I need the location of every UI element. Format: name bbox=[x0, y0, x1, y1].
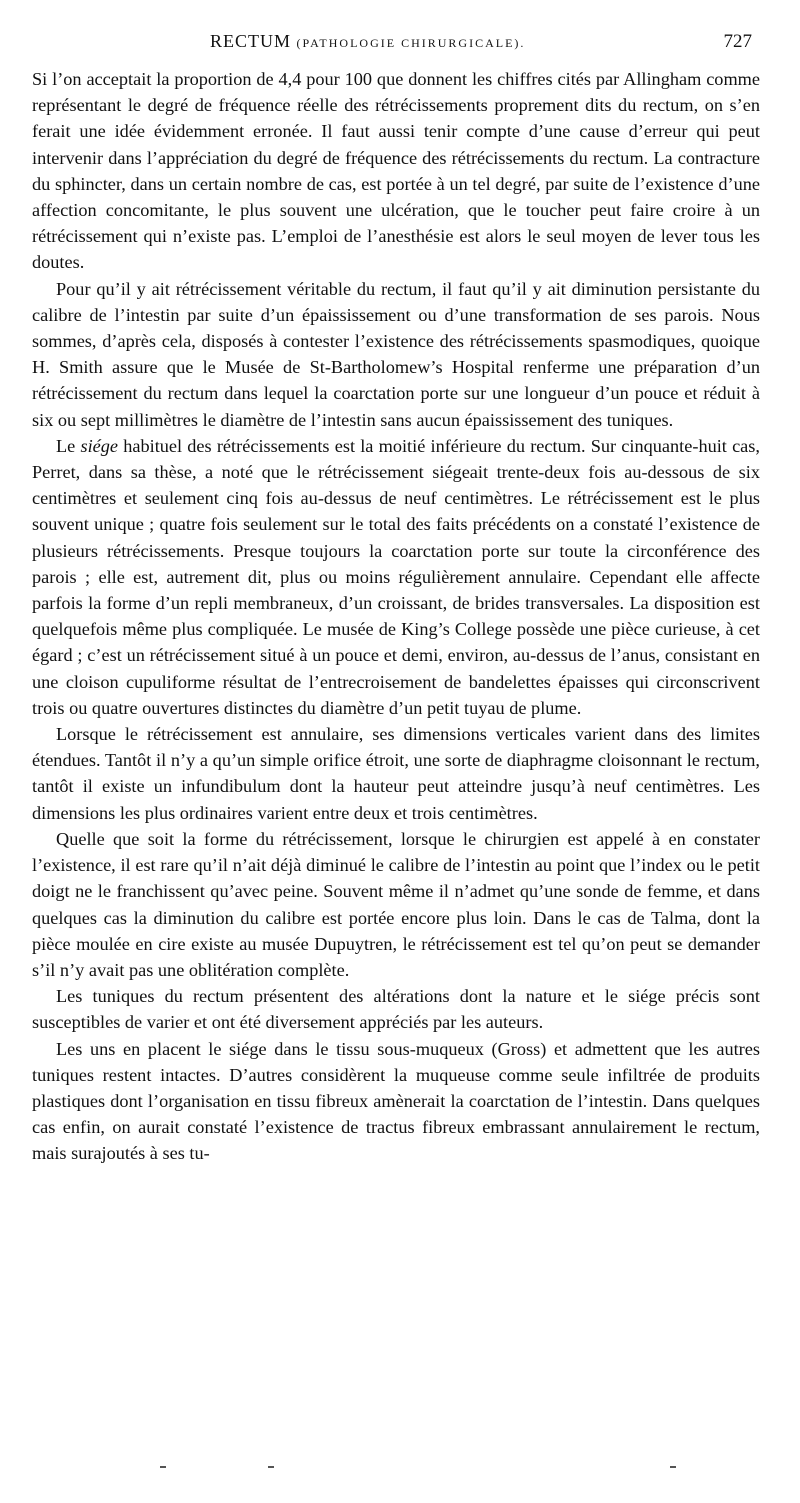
paragraph-text: Lorsque le rétrécissement est annulaire, ses dimensions verticales varient dans des limites étendues. Tantôt il n’y a qu’un simple orifice étroit, une sorte de diaphragme cloisonnant le rectum, tantôt il existe un infundibulum dont la hauteur peut atteindre jusqu’à neuf centimètres. Les dimensions les plus ordinaires varient entre deux et trois centimètres. bbox=[32, 724, 760, 823]
paragraph-lead: Le bbox=[56, 435, 81, 456]
paragraph-text: Les tuniques du rectum présentent des altérations dont la nature et le siége précis sont susceptibles de varier et ont été diversement appréciés par les auteurs. bbox=[32, 986, 760, 1033]
paragraph-text: Pour qu’il y ait rétrécissement véritable du rectum, il faut qu’il y ait diminution persistante du calibre de l’intestin par suite d’un épaississement ou d’une transformation de ses parois. Nous sommes, d’après cela, disposés à contester l’existence des rétrécissements spasmodiques, quoique H. Smith assure que le Musée de St-Bartholomew’s Hospital renferme une préparation d’un rétrécissement du rectum dans lequel la coarctation porte sur une longueur d’un pouce et réduit à six ou sept millimètres le diamètre de l’intestin sans aucun épaississement des tuniques. bbox=[32, 278, 760, 430]
page-header bbox=[60, 31, 760, 55]
running-title bbox=[210, 31, 525, 52]
footer-print-marks bbox=[150, 1466, 710, 1470]
page-number: 727 bbox=[723, 31, 752, 52]
paragraph-7 bbox=[32, 1036, 760, 1167]
running-title-subtitle: (PATHOLOGIE CHIRURGICALE). bbox=[296, 36, 526, 50]
print-mark bbox=[160, 1466, 166, 1468]
paragraph-text: Quelle que soit la forme du rétrécissement, lorsque le chirurgien est appelé à en constater l’existence, il est rare qu’il n’ait déjà diminué le calibre de l’intestin au point que l’index ou le petit doigt ne le franchissent qu’avec peine. Souvent même il n’admet qu’une sonde de femme, et dans quelques cas la diminution du calibre est portée encore plus loin. Dans le cas de Talma, dont la pièce moulée en cire existe au musée Dupuytren, le rétrécissement est tel qu’on peut se demander s’il n’y avait pas une oblitération complète. bbox=[32, 828, 760, 980]
paragraph-text: habituel des rétrécissements est la moitié inférieure du rectum. Sur cinquante-huit cas, Perret, dans sa thèse, a noté que le rétrécissement siégeait trente-deux fois au-dessous de six centimètres et seulement cinq fois au-dessus de neuf centimètres. Le rétrécissement est le plus souvent unique ; quatre fois seulement sur le total des faits précédents on a constaté l’existence de plusieurs rétrécissements. Presque toujours la coarctation porte sur toute la circonférence des parois ; elle est, autrement dit, plus ou moins régulièrement annulaire. Cependant elle affecte parfois la forme d’un repli membraneux, d’un croissant, de brides transversales. La disposition est quelquefois même plus compliquée. Le musée de King’s College possède une pièce curieuse, à cet égard ; c’est un rétrécissement situé à un pouce et demi, environ, au-dessus de l’anus, consistant en une cloison cupuliforme résultat de l’entrecroisement de bandelettes épaisses qui circonscrivent trois ou quatre ouvertures distinctes du diamètre d’un petit tuyau de plume. bbox=[32, 435, 760, 718]
emphasized-term: siége bbox=[80, 435, 119, 456]
paragraph-3 bbox=[32, 433, 760, 721]
paragraph-text: Les uns en placent le siége dans le tissu sous-muqueux (Gross) et admettent que les autres tuniques restent intactes. D’autres considèrent la muqueuse comme seule infiltrée de produits plastiques dont l’organisation en tissu fibreux amènerait la coarctation de l’intestin. Dans quelques cas enfin, on aurait constaté l’existence de tractus fibreux embrassant annulairement le rectum, mais surajoutés à ses tu- bbox=[32, 1038, 760, 1164]
paragraph-2 bbox=[32, 276, 760, 433]
paragraph-text: Si l’on acceptait la proportion de 4,4 pour 100 que donnent les chiffres cités par Allingham comme représentant le degré de fréquence réelle des rétrécissements proprement dits du rectum, on s’en ferait une idée évidemment erronée. Il faut aussi tenir compte d’une cause d’erreur qui peut intervenir dans l’appréciation du degré de fréquence des rétrécissements du rectum. La contracture du sphincter, dans un certain nombre de cas, est portée à un tel degré, par suite de l’existence d’une affection concomitante, le plus souvent une ulcération, que le toucher peut faire croire à un rétrécissement qui n’existe pas. L’emploi de l’anesthésie est alors le seul moyen de lever tous les doutes. bbox=[32, 69, 760, 273]
running-title-main: RECTUM bbox=[210, 31, 292, 51]
body-text bbox=[32, 66, 760, 1167]
print-mark bbox=[268, 1466, 274, 1468]
paragraph-5 bbox=[32, 826, 760, 983]
paragraph-6 bbox=[32, 983, 760, 1035]
paragraph-4 bbox=[32, 721, 760, 826]
paragraph-1 bbox=[32, 66, 760, 276]
print-mark bbox=[670, 1466, 676, 1468]
